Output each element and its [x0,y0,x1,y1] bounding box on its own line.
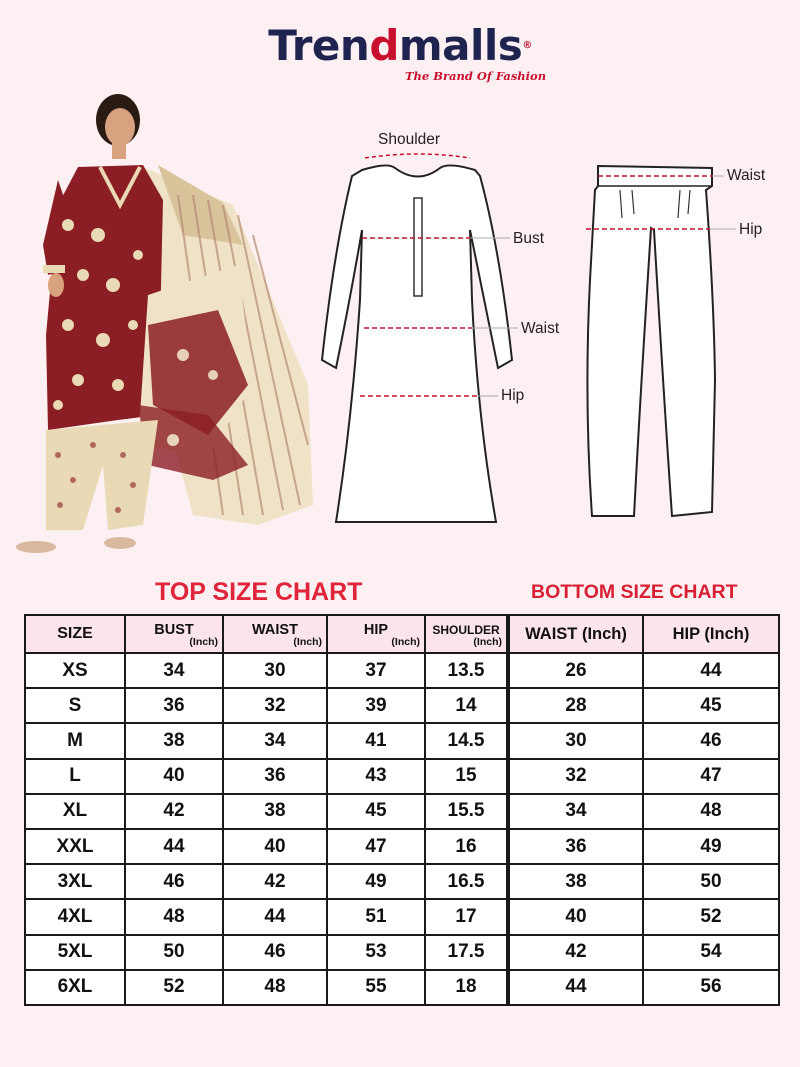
size-cell: XL [25,794,125,829]
hip-cell: 45 [327,794,425,829]
label-waist: Waist [521,320,560,337]
waist-cell: 32 [223,688,327,723]
size-cell: 4XL [25,899,125,934]
waist-cell: 34 [223,723,327,758]
table-row [25,688,507,723]
label-bust: Bust [513,230,545,247]
shoulder-cell: 14 [425,688,507,723]
waist-cell: 40 [509,899,643,934]
hip-cell: 54 [643,935,779,970]
hip-cell: 37 [327,653,425,688]
bottom-table-header-row [509,615,779,653]
shoulder-cell: 16.5 [425,864,507,899]
table-row [25,829,507,864]
waist-cell: 32 [509,759,643,794]
bottom-size-table [508,614,780,1006]
header-shoulder: SHOULDER (Inch) [425,615,507,653]
table-row [509,935,779,970]
waist-cell: 30 [223,653,327,688]
size-cell: XS [25,653,125,688]
bust-cell: 46 [125,864,223,899]
top-size-table [24,614,508,1006]
bust-cell: 40 [125,759,223,794]
shoulder-cell: 17.5 [425,935,507,970]
label-pants-hip: Hip [739,221,763,238]
table-row [25,759,507,794]
shoulder-cell: 18 [425,970,507,1005]
size-cell: 5XL [25,935,125,970]
shoulder-cell: 13.5 [425,653,507,688]
shoulder-cell: 14.5 [425,723,507,758]
hip-cell: 45 [643,688,779,723]
label-shoulder: Shoulder [378,131,441,148]
table-row [509,829,779,864]
hip-cell: 49 [327,864,425,899]
registered-mark: ® [522,40,532,51]
waist-cell: 36 [509,829,643,864]
bust-cell: 50 [125,935,223,970]
hip-cell: 47 [643,759,779,794]
table-row [509,864,779,899]
table-row [509,794,779,829]
bust-cell: 44 [125,829,223,864]
table-row [509,688,779,723]
header-size: SIZE [25,615,125,653]
waist-cell: 42 [223,864,327,899]
brand-name-prefix: Tren [268,21,370,70]
table-row [509,970,779,1005]
size-cell: XXL [25,829,125,864]
waist-cell: 28 [509,688,643,723]
size-cell: 6XL [25,970,125,1005]
waist-cell: 36 [223,759,327,794]
hip-cell: 56 [643,970,779,1005]
hip-cell: 43 [327,759,425,794]
size-cell: 3XL [25,864,125,899]
bust-cell: 34 [125,653,223,688]
waist-cell: 46 [223,935,327,970]
header-bust: BUST (Inch) [125,615,223,653]
waist-cell: 30 [509,723,643,758]
header-hip: HIP (Inch) [327,615,425,653]
waist-cell: 38 [223,794,327,829]
shoulder-cell: 15.5 [425,794,507,829]
bottom-size-chart-title: BOTTOM SIZE CHART [531,581,738,603]
hip-cell: 47 [327,829,425,864]
brand-tagline: The Brand Of Fashion [405,69,547,83]
table-row [509,653,779,688]
size-cell: M [25,723,125,758]
bust-cell: 48 [125,899,223,934]
bust-cell: 38 [125,723,223,758]
hip-cell: 53 [327,935,425,970]
waist-cell: 42 [509,935,643,970]
header-waist: WAIST (Inch) [223,615,327,653]
table-row [25,794,507,829]
waist-cell: 48 [223,970,327,1005]
hip-cell: 52 [643,899,779,934]
label-pants-waist: Waist [727,167,766,184]
waist-cell: 40 [223,829,327,864]
table-row [25,723,507,758]
hip-cell: 51 [327,899,425,934]
size-cell: L [25,759,125,794]
bust-cell: 52 [125,970,223,1005]
shoulder-cell: 15 [425,759,507,794]
top-table-header-row [25,615,507,653]
shoulder-cell: 17 [425,899,507,934]
table-row [25,970,507,1005]
table-row [25,864,507,899]
waist-cell: 44 [509,970,643,1005]
header-bottom-hip: HIP (Inch) [643,615,779,653]
shoulder-measure-line [365,154,470,158]
bust-cell: 42 [125,794,223,829]
waist-cell: 44 [223,899,327,934]
hip-cell: 44 [643,653,779,688]
waist-cell: 34 [509,794,643,829]
table-row [509,723,779,758]
hip-cell: 39 [327,688,425,723]
top-size-chart-title: TOP SIZE CHART [155,578,363,606]
hip-cell: 41 [327,723,425,758]
waist-cell: 38 [509,864,643,899]
hip-cell: 50 [643,864,779,899]
hip-cell: 46 [643,723,779,758]
table-row [25,935,507,970]
table-row [25,653,507,688]
hip-cell: 48 [643,794,779,829]
shopping-cart-icon: d [369,21,399,70]
brand-name-suffix: malls [398,21,523,70]
pants-outline-icon [587,166,715,516]
size-cell: S [25,688,125,723]
bust-cell: 36 [125,688,223,723]
hip-cell: 49 [643,829,779,864]
header-bottom-waist: WAIST (Inch) [509,615,643,653]
label-hip: Hip [501,387,525,404]
table-row [509,759,779,794]
shoulder-cell: 16 [425,829,507,864]
kurta-outline-icon [322,165,512,522]
waist-cell: 26 [509,653,643,688]
hip-cell: 55 [327,970,425,1005]
table-row [25,899,507,934]
table-row [509,899,779,934]
